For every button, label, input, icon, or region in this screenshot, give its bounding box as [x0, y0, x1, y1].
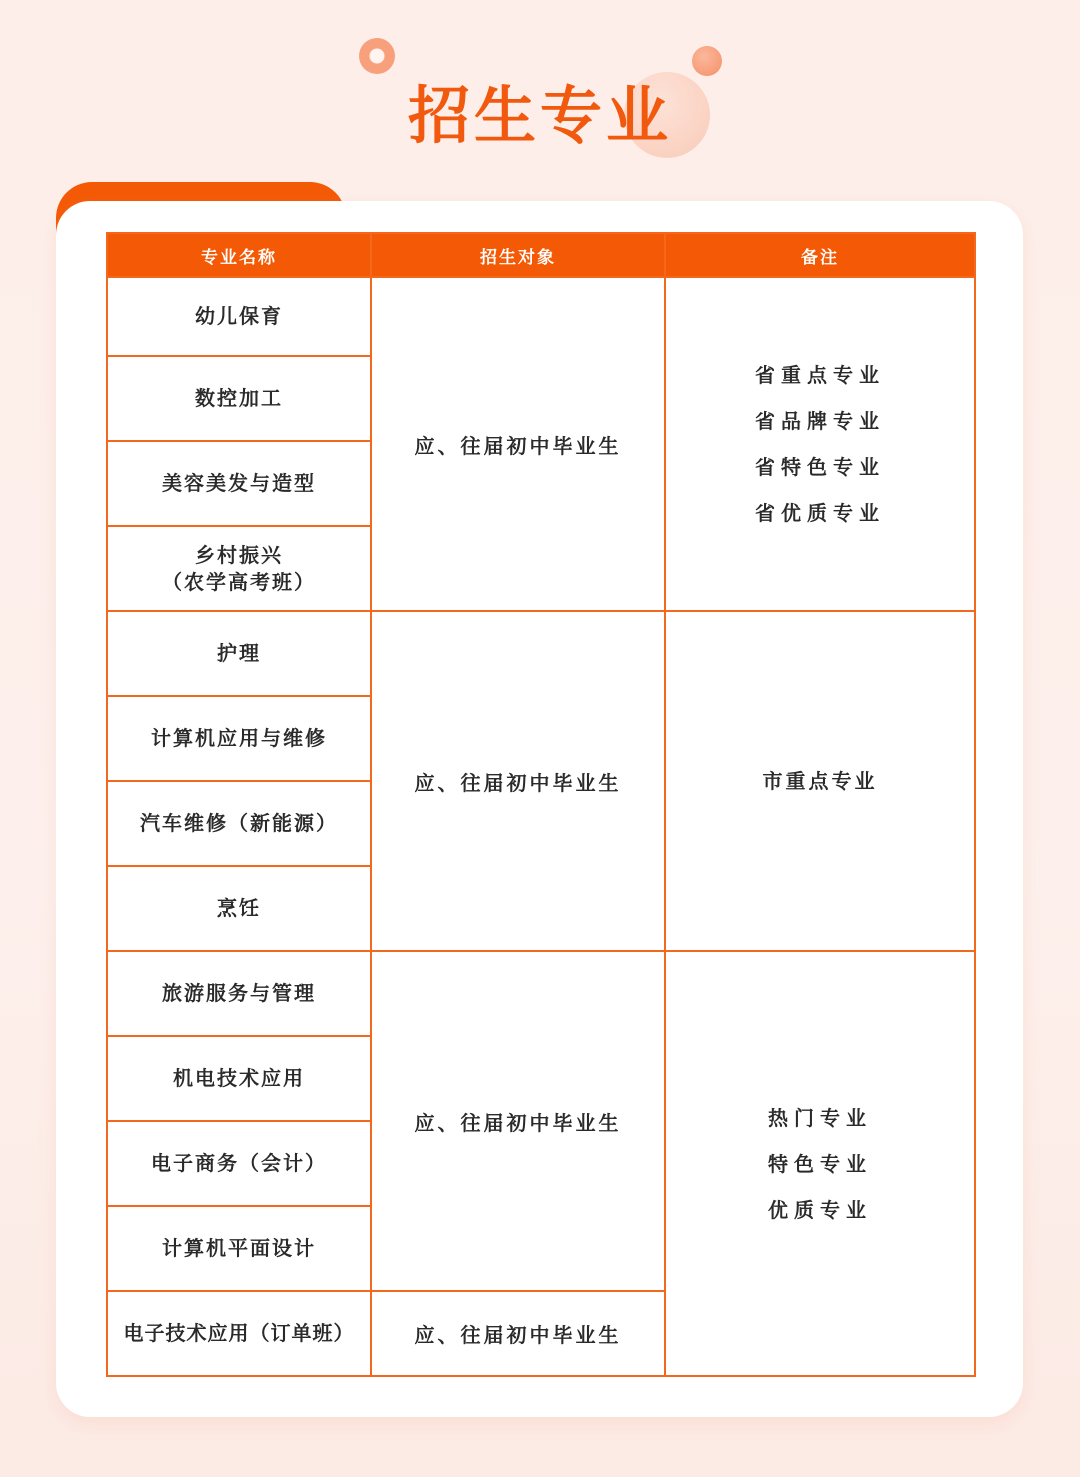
note-line: 省优质专业 — [755, 501, 885, 525]
table-header-row — [107, 233, 975, 277]
note-line: 省重点专业 — [755, 363, 885, 387]
note-line: 热门专业 — [768, 1105, 872, 1130]
header-target: 招生对象 — [371, 233, 665, 277]
major-name: 乡村振兴 （农学高考班） — [107, 526, 371, 611]
major-name: 电子商务（会计） — [107, 1121, 371, 1206]
header-major-name: 专业名称 — [107, 233, 371, 277]
major-name: 机电技术应用 — [107, 1036, 371, 1121]
major-name: 烹饪 — [107, 866, 371, 951]
table-row — [107, 611, 975, 696]
major-name: 护理 — [107, 611, 371, 696]
target-cell: 应、往届初中毕业生 — [371, 277, 665, 611]
note-line: 省特色专业 — [755, 455, 885, 479]
major-name: 美容美发与造型 — [107, 441, 371, 526]
major-name: 计算机平面设计 — [107, 1206, 371, 1291]
page-title: 招生专业 — [407, 79, 672, 152]
note-line: 省品牌专业 — [755, 409, 885, 433]
major-name: 汽车维修（新能源） — [107, 781, 371, 866]
majors-table — [106, 232, 976, 1377]
note-line: 特色专业 — [768, 1151, 872, 1176]
note-line: 优质专业 — [768, 1197, 872, 1222]
major-name: 幼儿保育 — [107, 277, 371, 356]
target-cell: 应、往届初中毕业生 — [371, 1291, 665, 1376]
note-cell — [665, 277, 975, 611]
major-name: 数控加工 — [107, 356, 371, 441]
note-cell — [665, 611, 975, 951]
major-name: 电子技术应用（订单班） — [107, 1291, 371, 1376]
note-cell — [665, 951, 975, 1376]
target-cell: 应、往届初中毕业生 — [371, 611, 665, 951]
note-line: 市重点专业 — [762, 769, 878, 793]
table-row — [107, 277, 975, 356]
major-name: 旅游服务与管理 — [107, 951, 371, 1036]
major-name: 计算机应用与维修 — [107, 696, 371, 781]
header-note: 备注 — [665, 233, 975, 277]
target-cell: 应、往届初中毕业生 — [371, 951, 665, 1291]
table-row — [107, 951, 975, 1036]
